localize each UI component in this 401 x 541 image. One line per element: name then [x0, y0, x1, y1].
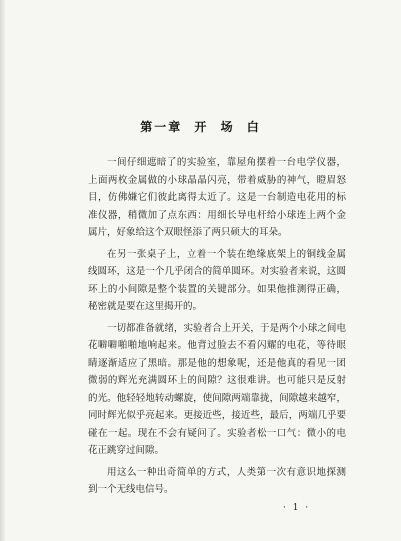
text-line: 用这么一种出奇简单的方式，人类第一次有意识地探测: [107, 466, 346, 478]
text-line: 微弱的辉光充满圆环上的间隙？这很难讲。也可能只是反射: [88, 375, 346, 386]
text-line: 环上的小间隙是整个装置的关键部分。如果他推测得正确，: [88, 283, 346, 295]
text-line: 线圆环，这是一个几乎闭合的简单圆环。对实验者来说，这圆: [88, 266, 346, 277]
text-line: 花噼噼啪啪地响起来。他背过脸去不看闪耀的电花，等待眼: [88, 340, 346, 351]
paragraph: [88, 320, 346, 460]
text-line: 碰在一起。现在不会有疑问了。实验者松一口气：微小的电: [88, 427, 346, 439]
text-line: 睛逐渐适应了黑暗。那是他的想象呢，还是他真的看见一团: [88, 357, 346, 369]
page-number: · 1 ·: [283, 503, 311, 513]
paragraph: [88, 154, 346, 242]
scan-shadow: [0, 0, 6, 541]
text-line: 上面两枚金属做的小球晶晶闪亮，带着威胁的神气，瞪眉怒: [88, 174, 346, 186]
paragraph: [88, 464, 346, 499]
body-text: [88, 154, 346, 499]
text-line: 花正跳穿过间隙。: [88, 445, 165, 456]
text-line: 目，仿佛嫌它们彼此离得太近了。这是一台制造电花用的标: [88, 192, 346, 203]
text-line: 同时辉光似乎亮起来。更接近些，接近些，最后，两端几乎要: [88, 410, 346, 421]
text-line: 到一个无线电信号。: [88, 484, 174, 495]
text-line: 一间仔细遮暗了的实验室，靠屋角摆着一台电学仪器，: [107, 157, 346, 168]
text-line: 在另一张桌子上，立着一个装在绝缘底架上的铜线金属: [107, 248, 346, 260]
text-line: 准仪器，稍微加了点东西：用细长导电杆给小球连上两个金: [88, 209, 346, 221]
chapter-title: 第一章 开 场 白: [140, 120, 261, 134]
text-line: 一切都准备就绪，实验者合上开关，于是两个小球之间电: [107, 322, 346, 334]
text-line: 属片，好象给这个双眼怪添了两只硕大的耳朵。: [88, 227, 288, 238]
paragraph: [88, 246, 346, 316]
text-line: 秘密就是要在这里揭开的。: [88, 301, 203, 312]
text-line: 的光。他轻轻地转动螺旋，使间隙两端靠拢，间隙越来越窄，: [88, 392, 346, 404]
